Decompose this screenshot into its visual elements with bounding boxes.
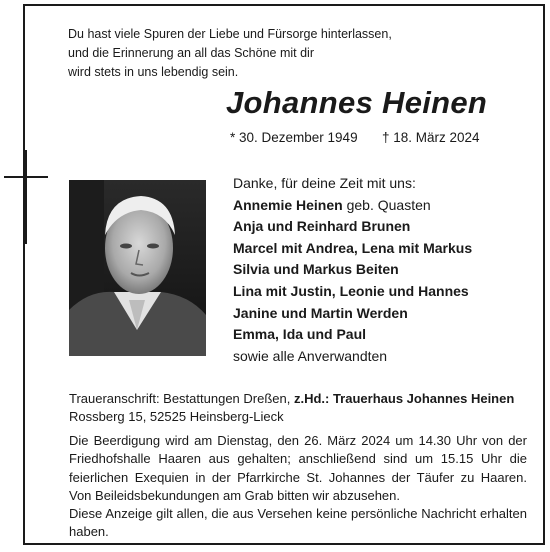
mourners-intro: Danke, für deine Zeit mit uns: <box>233 175 416 191</box>
quote-line: Du hast viele Spuren der Liebe und Fürsorge hinterlassen, <box>68 27 392 41</box>
details-line: haben. <box>69 524 109 540</box>
quote-line: und die Erinnerung an all das Schöne mit dir <box>68 46 314 60</box>
mourner-spouse-name: Annemie Heinen <box>233 196 343 213</box>
address-prefix: Traueranschrift: Bestattungen Dreßen, <box>69 391 294 406</box>
details-line: Friedhofshalle Haaren aus gehalten; anschließend sind um 15.15 Uhr die <box>69 451 527 467</box>
quote-line: wird stets in uns lebendig sein. <box>68 65 239 79</box>
mourners-closing: sowie alle Anverwandten <box>233 347 388 364</box>
mourner-spouse-maiden: geb. Quasten <box>342 196 431 213</box>
deceased-name: Johannes Heinen <box>226 85 488 120</box>
details-line: feierlichen Exequien in der Pfarrkirche St. Johannes der Täufer zu Haaren. <box>69 469 527 485</box>
address-street: Rossberg 15, 52525 Heinsberg-Lieck <box>69 409 284 424</box>
funeral-details <box>69 432 527 542</box>
address-line <box>69 390 527 408</box>
cross-icon <box>0 0 60 250</box>
mourner-line: Lina mit Justin, Leonie und Hannes <box>233 282 469 299</box>
mourner-line: Anja und Reinhard Brunen <box>233 218 411 235</box>
mourning-address <box>69 390 527 426</box>
details-line: Von Beileidsbekundungen am Grab bitten wir abzusehen. <box>69 487 400 503</box>
mourner-line: Emma, Ida und Paul <box>233 326 367 343</box>
mourner-spouse <box>233 195 472 217</box>
address-recipient: z.Hd.: Trauerhaus Johannes Heinen <box>293 391 515 406</box>
details-line: Diese Anzeige gilt allen, die aus Versehen keine persönliche Nachricht erhalten <box>69 506 527 522</box>
birth-date: * 30. Dezember 1949 <box>230 130 358 145</box>
death-date: † 18. März 2024 <box>382 130 480 145</box>
memorial-quote <box>68 25 408 82</box>
mourner-line: Silvia und Markus Beiten <box>233 261 399 278</box>
mourner-line: Janine und Martin Werden <box>233 304 408 321</box>
details-line: Die Beerdigung wird am Dienstag, den 26. März 2024 um 14.30 Uhr von der <box>69 433 527 448</box>
mourner-line: Marcel mit Andrea, Lena mit Markus <box>233 239 473 256</box>
mourners-list <box>233 173 472 367</box>
portrait-photo <box>69 180 206 356</box>
life-dates <box>230 130 480 145</box>
